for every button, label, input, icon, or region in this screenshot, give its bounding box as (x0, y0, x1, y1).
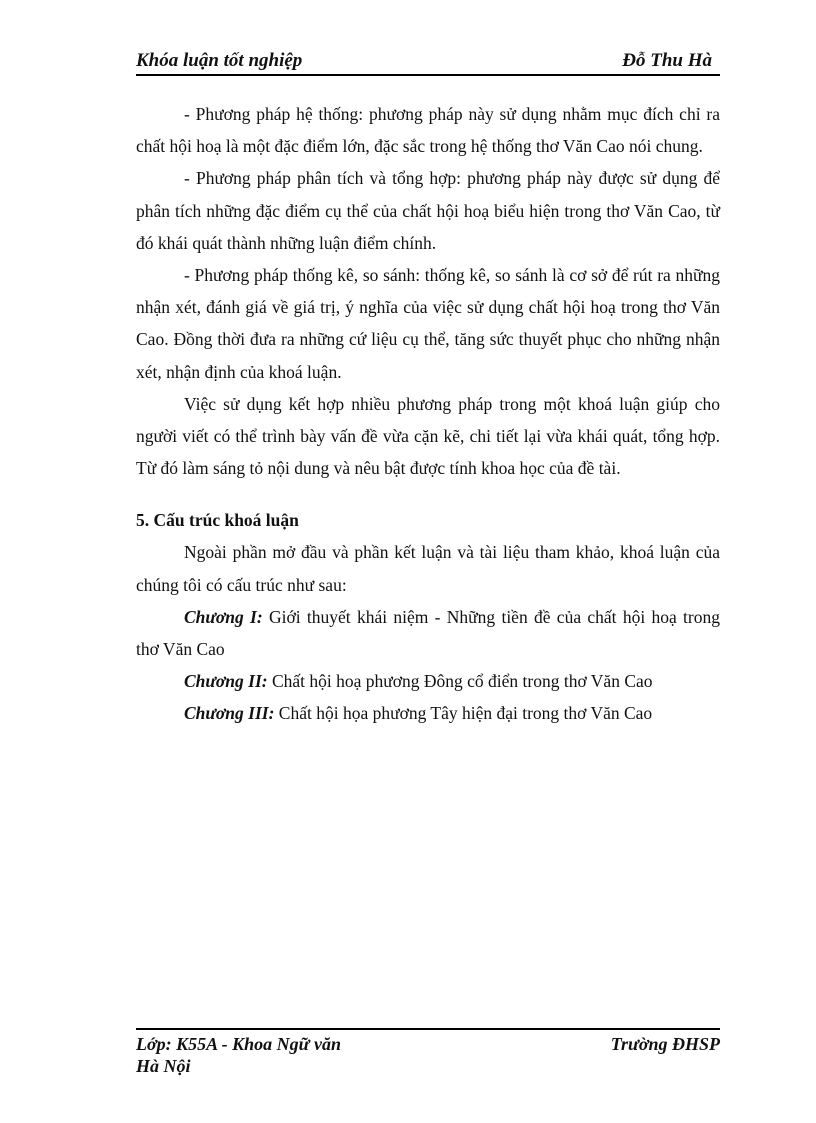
section-title: 5. Cấu trúc khoá luận (136, 510, 299, 531)
chapter-label: Chương I: (184, 606, 263, 627)
chapter-text: Chất hội họa phương Tây hiện đại trong thơ Văn Cao (274, 703, 653, 724)
page-footer (136, 1028, 720, 1076)
paragraph-analysis-method: - Phương pháp phân tích và tổng hợp: phương pháp này được sử dụng để phân tích những đặc điểm cụ thể của chất hội hoạ biểu hiện trong thơ Văn Cao, từ đó khái quát thành những luận điểm chính. (136, 168, 720, 253)
header-author: Đỗ Thu Hà (622, 50, 712, 71)
header-title: Khóa luận tốt nghiệp (136, 50, 303, 71)
chapter-item (136, 697, 720, 729)
chapter-text: Giới thuyết khái niệm - Những tiền đề của chất hội hoạ trong thơ Văn Cao (136, 606, 720, 660)
section-intro: Ngoài phần mở đầu và phần kết luận và tài liệu tham khảo, khoá luận của chúng tôi có cấu trúc như sau: (136, 542, 720, 595)
paragraph-statistics-method: - Phương pháp thống kê, so sánh: thống kê, so sánh là cơ sở để rút ra những nhận xét, đánh giá về giá trị, ý nghĩa của việc sử dụng chất hội hoạ trong thơ Văn Cao. Đồng thời đưa ra những cứ liệu cụ thể, tăng sức thuyết phục cho những nhận xét, nhận định của khoá luận. (136, 265, 720, 382)
footer-line (136, 1034, 720, 1058)
paragraph-system-method: - Phương pháp hệ thống: phương pháp này sử dụng nhằm mục đích chỉ ra chất hội hoạ là một đặc điểm lớn, đặc sắc trong hệ thống thơ Văn Cao nói chung. (136, 104, 720, 157)
chapter-text: Chất hội hoạ phương Đông cổ điển trong thơ Văn Cao (267, 671, 653, 692)
footer-city: Hà Nội (136, 1056, 191, 1076)
chapter-item (136, 665, 720, 697)
document-body (136, 98, 720, 730)
footer-school: Trường ĐHSP (610, 1034, 720, 1054)
page-header (136, 48, 720, 76)
chapter-label: Chương III: (184, 703, 275, 724)
footer-class: Lớp: K55A - Khoa Ngữ văn (136, 1034, 341, 1054)
chapter-label: Chương II: (184, 671, 268, 692)
chapter-item (136, 601, 720, 665)
paragraph-combined-methods: Việc sử dụng kết hợp nhiều phương pháp trong một khoá luận giúp cho người viết có thể trình bày vấn đề vừa cặn kẽ, chi tiết lại vừa khái quát, tổng hợp. Từ đó làm sáng tỏ nội dung và nêu bật được tính khoa học của đề tài. (136, 393, 720, 479)
